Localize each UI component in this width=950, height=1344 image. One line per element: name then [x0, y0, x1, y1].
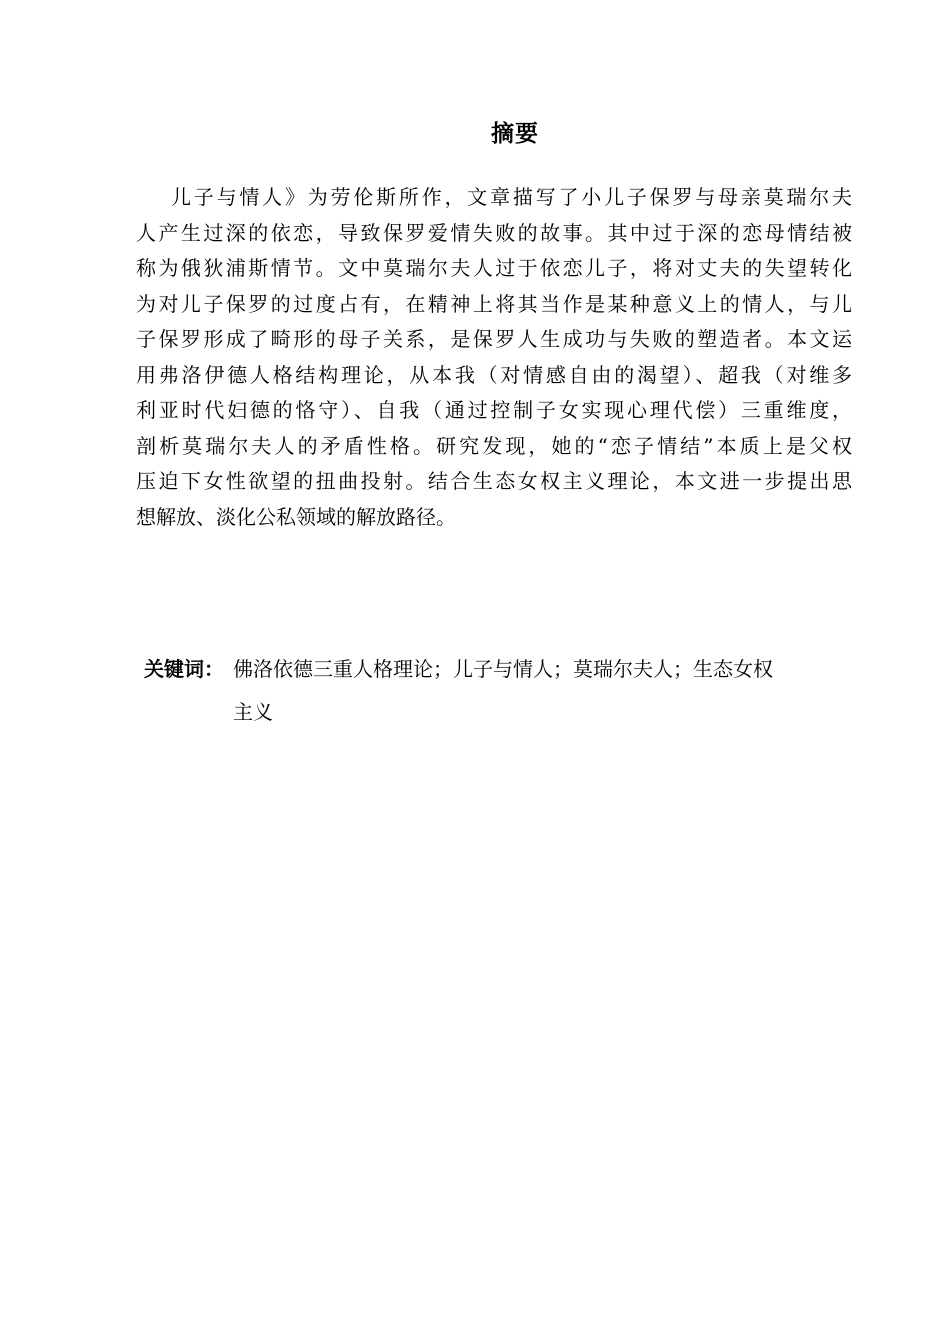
- keywords-label: 关键词：: [144, 657, 224, 681]
- abstract-line: 儿子与情人》为劳伦斯所作，文章描写了小儿子保罗与母亲莫瑞尔夫: [171, 185, 852, 209]
- abstract-title: 摘要: [491, 121, 539, 147]
- abstract-line: 利亚时代妇德的恪守）、自我（通过控制子女实现心理代偿）三重维度，: [136, 398, 852, 422]
- abstract-line: 称为俄狄浦斯情节。文中莫瑞尔夫人过于依恋儿子，将对丈夫的失望转化: [136, 256, 852, 280]
- keywords-line: 佛洛依德三重人格理论；儿子与情人；莫瑞尔夫人；生态女权: [233, 657, 773, 681]
- abstract-line: 想解放、淡化公私领域的解放路径。: [136, 504, 456, 529]
- abstract-line: 为对儿子保罗的过度占有，在精神上将其当作是某种意义上的情人，与儿: [136, 291, 852, 316]
- abstract-body: [136, 180, 852, 535]
- abstract-line: 人产生过深的依恋，导致保罗爱情失败的故事。其中过于深的恋母情结被: [136, 220, 852, 245]
- abstract-line: 用弗洛伊德人格结构理论，从本我（对情感自由的渴望）、超我（对维多: [136, 362, 852, 387]
- abstract-line: 子保罗形成了畸形的母子关系，是保罗人生成功与失败的塑造者。本文运: [136, 327, 852, 351]
- abstract-line: 剖析莫瑞尔夫人的矛盾性格。研究发现，她的“恋子情结”本质上是父权: [136, 433, 852, 458]
- keywords-line: 主义: [233, 700, 273, 724]
- abstract-line: 压迫下女性欲望的扭曲投射。结合生态女权主义理论，本文进一步提出思: [136, 469, 852, 493]
- keywords-list: [233, 652, 833, 738]
